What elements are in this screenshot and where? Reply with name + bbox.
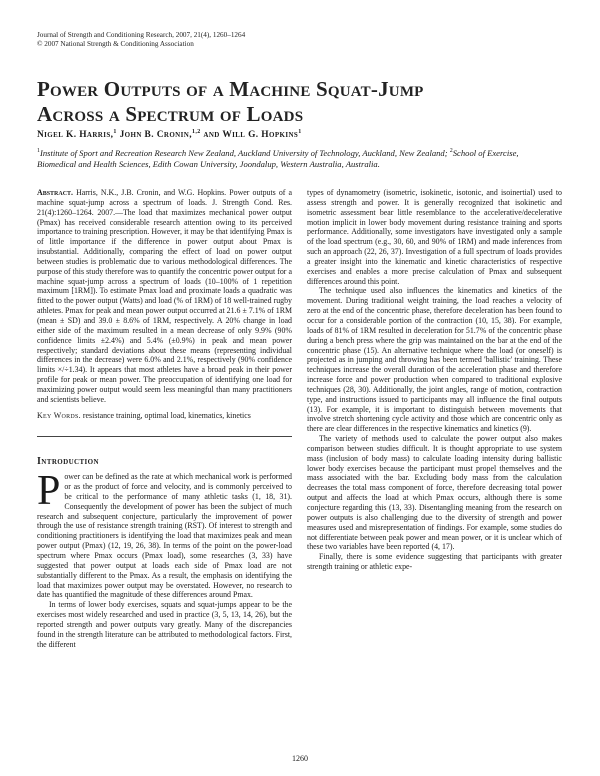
body-paragraph-technique: The technique used also influences the kinematics and kinetics of the movement. During traditional weight training, the load reaches a velocity of zero at the end of the concentric phase, therefore deceleration has been found to occur for a considerable portion of the contraction (10, 15, 38). For example, loads of 81% of 1RM resulted in deceleration for 51.7% of the concentric phase during a bench press where the grip was maintained on the bar at the end of the concentric phase (15). An alternative technique where the load (or oneself) is projected as in jumping and throwing has been termed 'ballistic' training. These techniques increase the overall duration of the acceleration phase and therefore increase force and power production when compared to traditional explosive techniques (28, 30). Additionally, the joint angles, range of motion, contraction type, and instructions issued to participants may all influence the final outputs (13). For example, it is important to distinguish between movements that involve stretch shortening cycle activity and those which are concentric only as there are clear differences in the respective kinematics and kinetics (9). bbox=[307, 286, 562, 434]
abstract-text: Harris, N.K., J.B. Cronin, and W.G. Hopkins. Power outputs of a machine squat-jump across a spectrum of loads. J. Strength Cond. Res. 21(4):1260–1264. 2007.—The load that maximizes mechanical power output (Pmax) has received considerable research attention owing to its perceived importance to training prescription. However, it may be that identifying Pmax is of little importance if the difference in power output about Pmax is insubstantial. Additionally, comparing the effect of load on power output between studies is problematic due to various methodological differences. The purpose of this study therefore was to quantify the concentric power output for a machine squat-jump across a spectrum of loads (10–100% of 1 repetition maximum [1RM]). To estimate Pmax load and proximate loads a quadratic was fitted to the power output (Watts) and load (% of 1RM) of 18 well-trained rugby athletes. Pmax for peak and mean power output occurred at 21.6 ± 7.1% of 1RM (mean ± SD) and 39.0 ± 8.6% of 1RM, respectively. A 20% change in load either side of the maximum resulted in a mean decrease of only 9.9% (90% confidence limits ±2.4%) and 5.4% (±0.9%) in peak and mean power respectively; standard deviations about these means (representing individual differences in the decrease) were 6.0% and 2.1%, respectively (90% confidence limits ×/÷1.34). It appears that most athletes have a broad peak in their power profile for peak or mean power. The preoccupation of identifying one load for maximizing power output would seem less meaningful than many practitioners and scientists believe. bbox=[37, 188, 292, 404]
affil-2-marker: 2 bbox=[449, 148, 453, 154]
abstract-label: Abstract. bbox=[37, 188, 74, 197]
article-title bbox=[37, 77, 557, 127]
author-hopkins: and Will G. Hopkins bbox=[200, 130, 299, 141]
copyright-line: © 2007 National Strength & Conditioning Association bbox=[37, 40, 194, 48]
author-cronin-affil: 1,2 bbox=[191, 129, 201, 135]
keywords-text: resistance training, optimal load, kinematics, kinetics bbox=[80, 410, 251, 420]
right-column bbox=[307, 188, 562, 572]
body-paragraph-finally: Finally, there is some evidence suggesting that participants with greater strength training or athletic expe- bbox=[307, 552, 562, 572]
author-harris: Nigel K. Harris, bbox=[37, 130, 114, 141]
section-divider bbox=[37, 436, 292, 437]
left-column bbox=[37, 188, 292, 649]
title-line-1: Power Outputs of a Machine Squat-Jump bbox=[37, 77, 424, 101]
affiliations bbox=[37, 146, 557, 170]
affil-2-text: School of Exercise, Biomedical and Health Sciences, Edith Cowan University, Joondalup, Western Australia, Australia. bbox=[37, 147, 519, 169]
author-hopkins-affil: 1 bbox=[298, 129, 302, 135]
intro-paragraph-1-text: ower can be defined as the rate at which mechanical work is performed or as the product of force and velocity, and is commonly perceived to be critical to the performance of many athletic tasks (1, 18, 31). Consequently the development of power has been the subject of much research and subsequent conjecture, particularly the improvement of power through the use of resistance strength training (RST). Of interest to strength and conditioning practitioners is identifying the load that maximizes peak and mean power output (Pmax) (12, 19, 26, 38). In terms of the point on the power-load spectrum where Pmax occurs (Pmax load), some researches (3, 33) have suggested that power output at loads each side of Pmax load are not substantially different to the Pmax. As a result, the emphasis on identifying the load that maximizes power output may be overstated. However, no research to date has quantified the magnitude of these differences around Pmax. bbox=[37, 472, 292, 600]
page-number: 1260 bbox=[292, 754, 308, 763]
author-harris-affil: 1 bbox=[113, 129, 117, 135]
author-cronin: John B. Cronin, bbox=[116, 130, 192, 141]
abstract bbox=[37, 188, 292, 405]
title-line-2: Across a Spectrum of Loads bbox=[37, 102, 304, 126]
drop-cap: P bbox=[37, 468, 61, 515]
author-list bbox=[37, 129, 302, 140]
keywords bbox=[37, 411, 292, 421]
intro-paragraph-2: In terms of lower body exercises, squats and squat-jumps appear to be the exercises most widely researched and used in practice (3, 5, 13, 14, 26), but the reported strength and power outputs vary greatly. Many of the discrepancies found in the strength literature can be attributed to methodological factors. First, the different bbox=[37, 600, 292, 649]
affil-1-text: Institute of Sport and Recreation Research New Zealand, Auckland University of Technology, Auckland, New Zealand; bbox=[40, 147, 450, 158]
journal-header bbox=[37, 31, 245, 49]
body-paragraph-continued: types of dynamometry (isometric, isokinetic, isotonic, and isoinertial) used to assess strength and power. It is generally recognized that isokinetic and isometric assessment bear little resemblance to the accelerative/decelerative motion implicit in lower body movement during resistance training and sports performance. Additionally, some investigators have investigated only a sample of the load spectrum (e.g., 30, 60, and 90% of 1RM) and made inferences from such an approach (22, 26, 37). Investigation of a full spectrum of loads provides a greater insight into the kinematic and kinetic characteristics of respective exercises and enables a more precise calculation of Pmax and subsequent differences around this point. bbox=[307, 188, 562, 286]
journal-citation: Journal of Strength and Conditioning Research, 2007, 21(4), 1260–1264 bbox=[37, 31, 246, 39]
body-paragraph-methods: The variety of methods used to calculate the power output also makes comparison between studies difficult. It is thought appropriate to use system mass (inclusion of body mass) to calculate loading intensity during ballistic lower body exercises because the participant must propel themselves and the mass associated with the bar. Excluding body mass from the calculation decreases the total mass component of force, therefore decreasing total power output and affects the load at which Pmax occurs, although there is some conjecture regarding this (13, 33). Disentangling meaning from the research on power outputs is also challenging due to the diversity of strength and power measures used and misrepresentation of findings. For example, some studies do not differentiate between peak power and mean power, or it is unclear which of these two variables have been reported (4, 17). bbox=[307, 434, 562, 552]
introduction-heading: Introduction bbox=[37, 456, 99, 468]
affil-1-marker: 1 bbox=[37, 148, 40, 154]
keywords-label: Key Words. bbox=[37, 410, 81, 420]
intro-paragraph-1 bbox=[37, 468, 292, 600]
